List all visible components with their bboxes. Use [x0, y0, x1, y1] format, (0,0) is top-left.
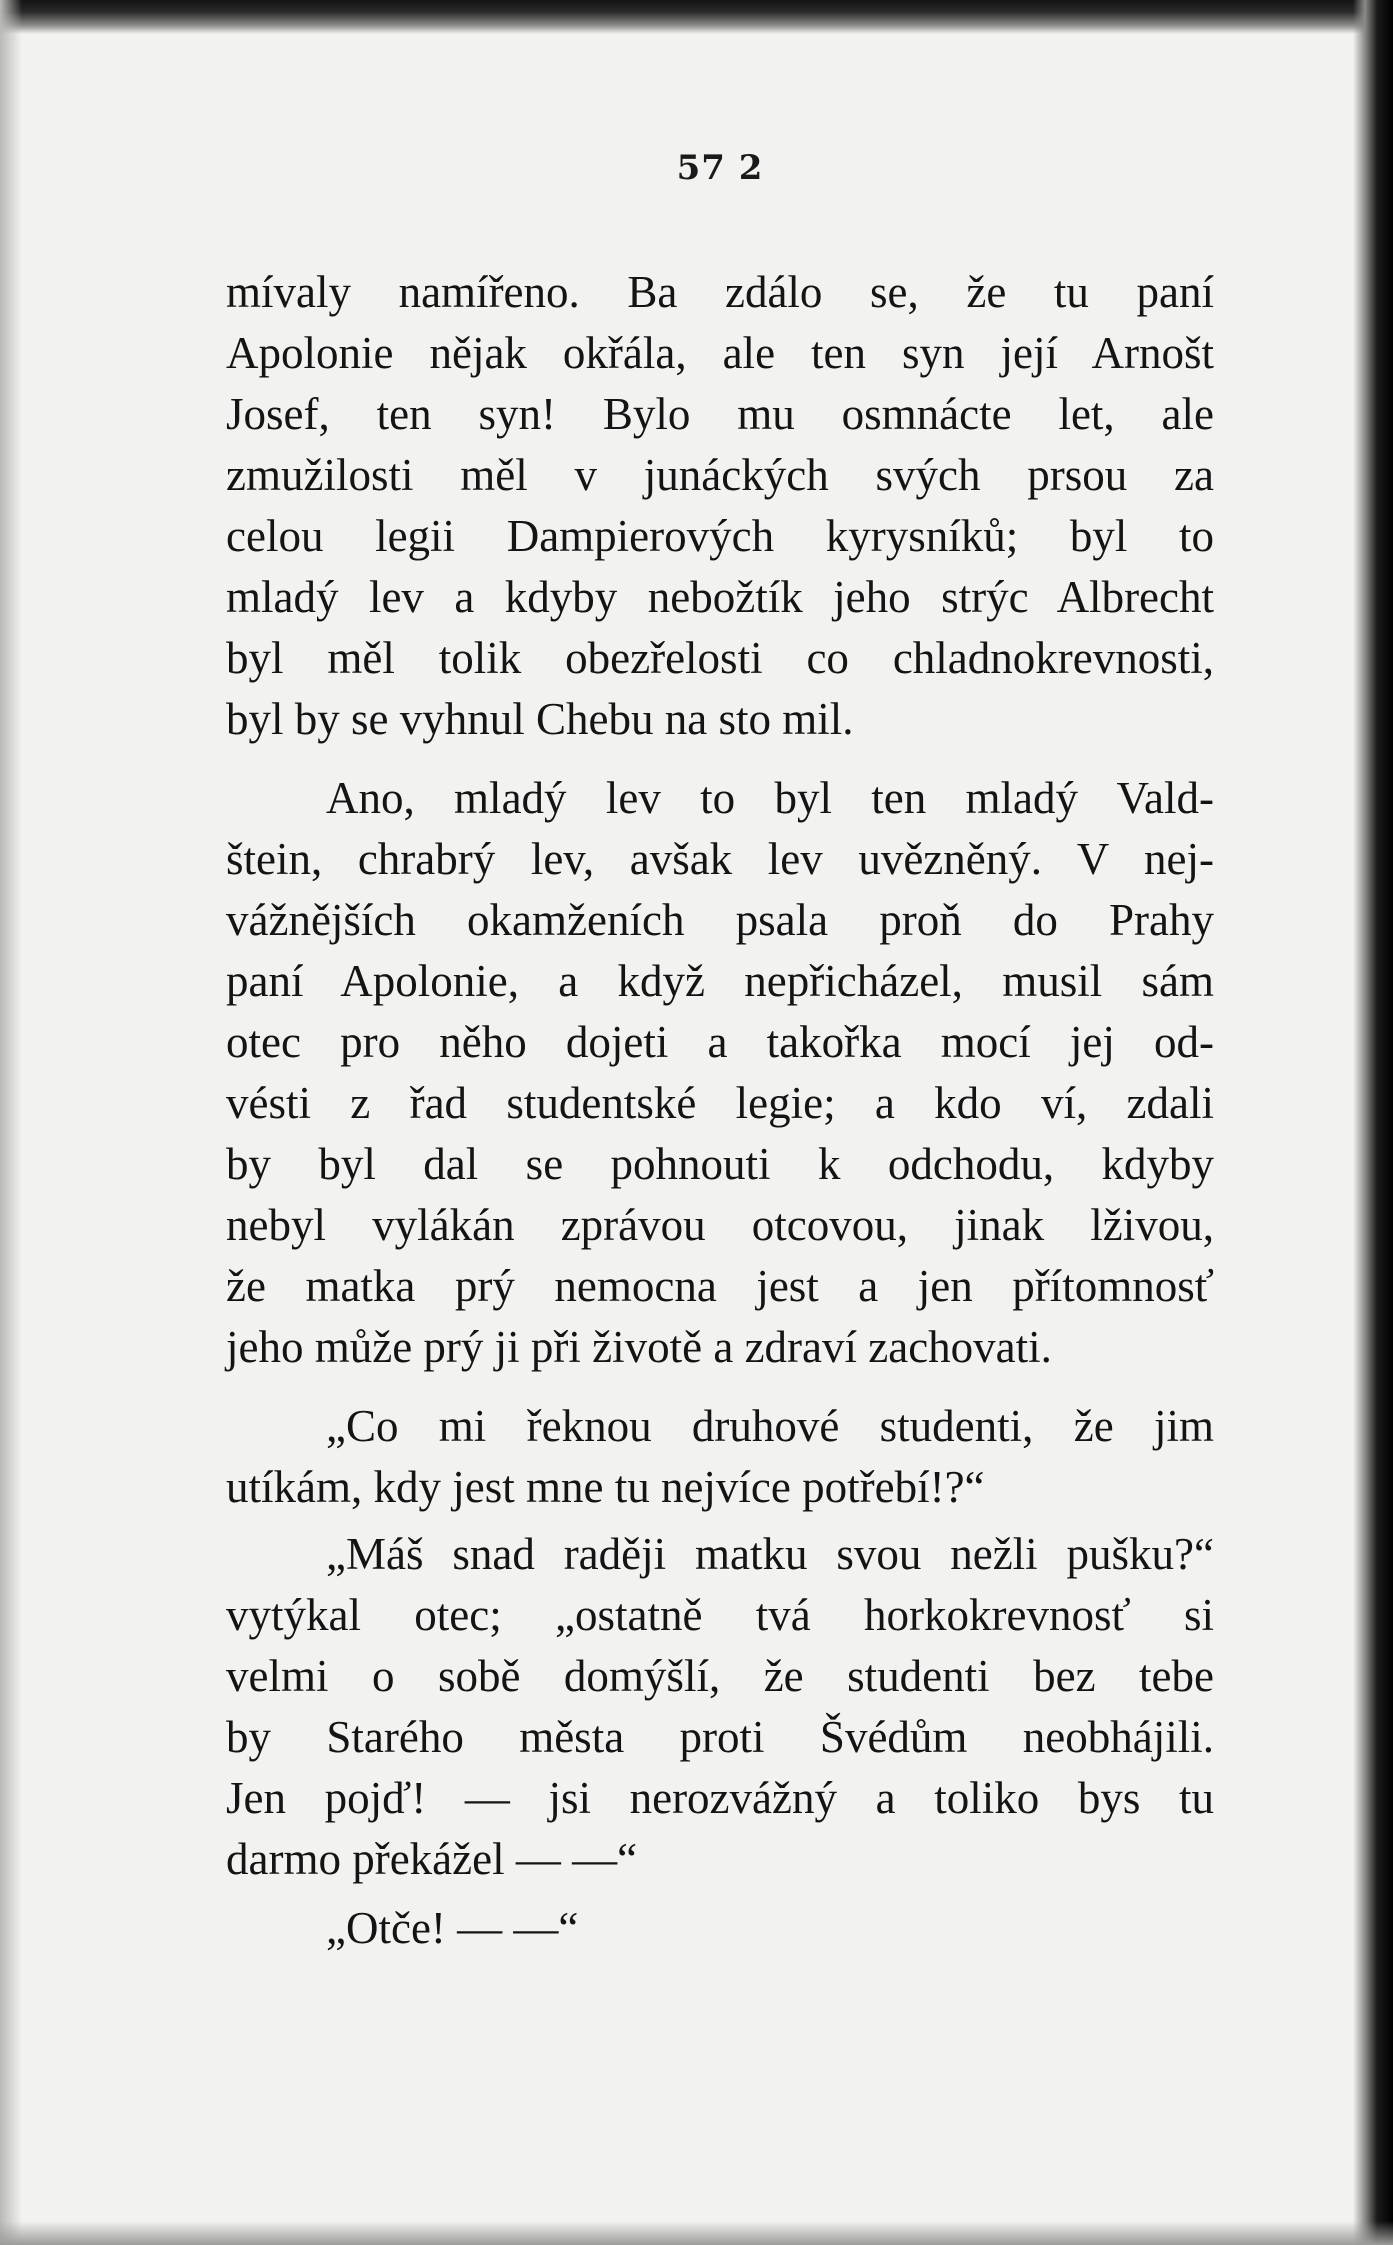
text-line: Ano, mladý lev to byl ten mladý Vald- [326, 773, 1214, 823]
page-number: 57 2 [676, 148, 764, 188]
paragraph-gap [226, 1378, 1214, 1396]
text-line: byl by se vyhnul Chebu na sto mil. [226, 694, 854, 744]
scan-edge-right [1353, 0, 1393, 2245]
text-line: jeho může prý ji při životě a zdraví zachovati. [226, 1322, 1052, 1372]
scan-edge-bottom [0, 2221, 1393, 2245]
text-line: „Otče! — —“ [326, 1903, 579, 1953]
text-line: velmi o sobě domýšlí, že studenti bez tebe [226, 1651, 1214, 1701]
text-line: vytýkal otec; „ostatně tvá horkokrevnosť si [226, 1590, 1214, 1640]
text-line: utíkám, kdy jest mne tu nejvíce potřebí!?“ [226, 1462, 985, 1512]
text-line: vážnějších okamženích psala proň do Prahy [226, 895, 1214, 945]
text-line: mladý lev a kdyby nebožtík jeho strýc Albrecht [226, 572, 1214, 622]
text-line: „Co mi řeknou druhové studenti, že jim [326, 1401, 1214, 1451]
text-line: darmo překážel — —“ [226, 1834, 638, 1884]
paragraph-gap [226, 750, 1214, 768]
scan-edge-left [0, 0, 22, 2245]
text-line: Apolonie nějak okřála, ale ten syn její Arnošt [226, 328, 1214, 378]
paragraph-gap [226, 1890, 1214, 1898]
text-line: by byl dal se pohnouti k odchodu, kdyby [226, 1139, 1214, 1189]
scan-edge-top [0, 0, 1393, 34]
text-line: „Máš snad raději matku svou nežli pušku?“ [326, 1529, 1214, 1579]
text-line: celou legii Dampierových kyrysníků; byl to [226, 511, 1214, 561]
text-line: paní Apolonie, a když nepřicházel, musil sám [226, 956, 1214, 1006]
text-line: nebyl vylákán zprávou otcovou, jinak lživou, [226, 1200, 1214, 1250]
text-line: štein, chrabrý lev, avšak lev uvězněný. V nej- [226, 834, 1214, 884]
text-line: Josef, ten syn! Bylo mu osmnácte let, ale [226, 389, 1214, 439]
text-line: byl měl tolik obezřelosti co chladnokrevnosti, [226, 633, 1214, 683]
text-line: by Starého města proti Švédům neobhájili. [226, 1712, 1214, 1762]
text-line: zmužilosti měl v junáckých svých prsou za [226, 450, 1214, 500]
text-line: mívaly namířeno. Ba zdálo se, že tu paní [226, 267, 1214, 317]
text-line: otec pro něho dojeti a takořka mocí jej od- [226, 1017, 1214, 1067]
text-line: že matka prý nemocna jest a jen přítomnosť [226, 1261, 1214, 1311]
text-line: Jen pojď! — jsi nerozvážný a toliko bys tu [226, 1773, 1214, 1823]
text-line: vésti z řad studentské legie; a kdo ví, zdali [226, 1078, 1214, 1128]
body-text [226, 262, 1214, 1959]
